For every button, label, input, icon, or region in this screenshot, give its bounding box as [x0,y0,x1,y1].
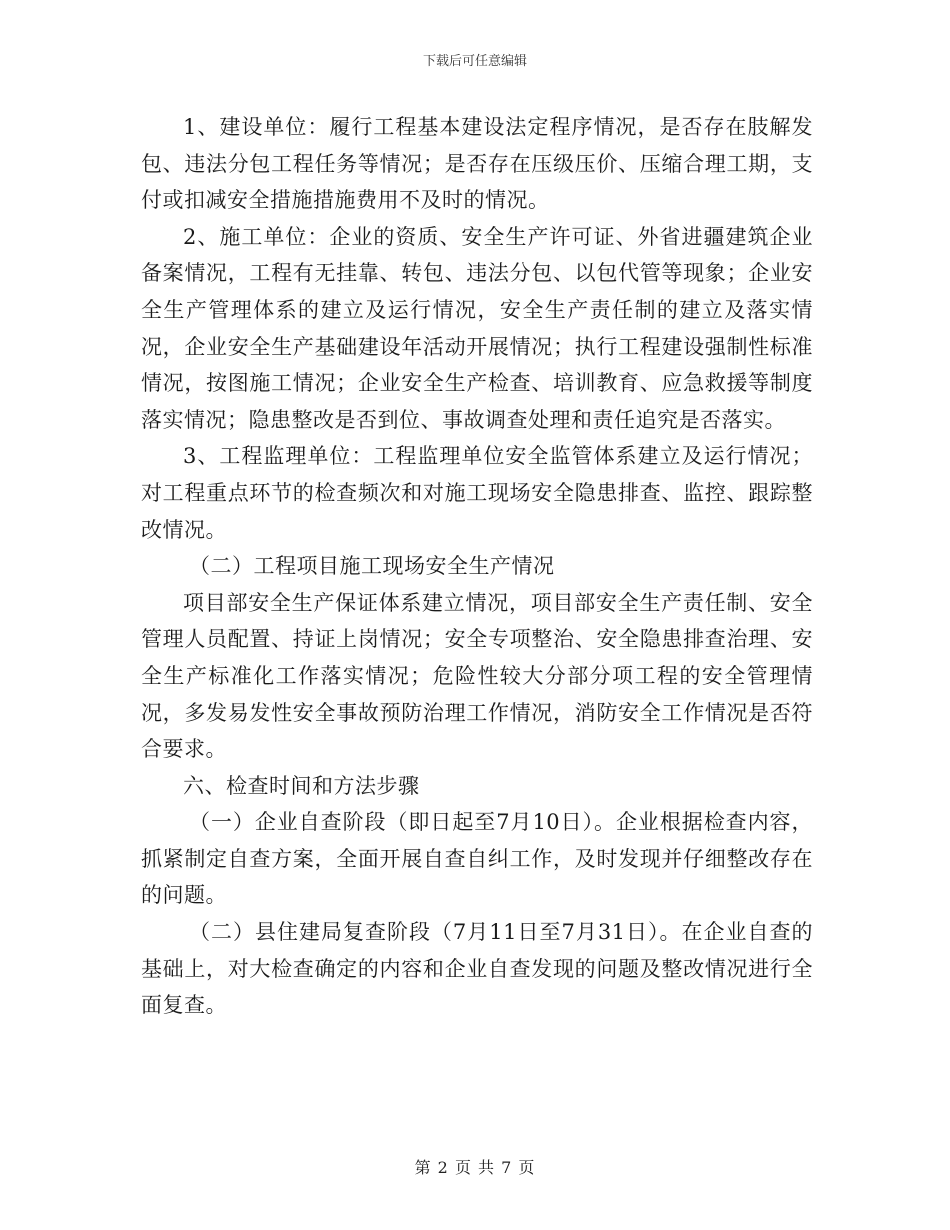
paragraph-supervision-unit: 3、工程监理单位：工程监理单位安全监管体系建立及运行情况；对工程重点环节的检查频次和对施工现场安全隐患排查、监控、跟踪整改情况。 [141,444,813,542]
paragraph-review-stage: （二）县住建局复查阶段（7月11日至7月31日）。在企业自查的基础上，对大检查确定的内容和企业自查发现的问题及整改情况进行全面复查。 [141,920,813,1018]
paragraph-site-safety: 项目部安全生产保证体系建立情况，项目部安全生产责任制、安全管理人员配置、持证上岗情况；安全专项整治、安全隐患排查治理、安全生产标准化工作落实情况；危险性较大分部分项工程的安全管理情况，多发易发性安全事故预防治理工作情况，消防安全工作情况是否符合要求。 [141,590,813,762]
section-heading-inspection-schedule: 六、检查时间和方法步骤 [183,773,420,798]
paragraph-self-inspection: （一）企业自查阶段（即日起至7月10日）。企业根据检查内容，抓紧制定自查方案，全面开展自查自纠工作，及时发现并仔细整改存在的问题。 [141,810,813,908]
page-header: 下载后可任意编辑 [422,54,527,69]
paragraph-construction-unit: 1、建设单位：履行工程基本建设法定程序情况，是否存在肢解发包、违法分包工程任务等情况；是否存在压级压价、压缩合理工期，支付或扣减安全措施措施费用不及时的情况。 [141,115,813,213]
document-body [141,109,813,1024]
page-number: 第 2 页 共 7 页 [414,1158,536,1177]
section-heading-site-safety: （二）工程项目施工现场安全生产情况 [189,554,555,579]
paragraph-contractor-unit: 2、施工单位：企业的资质、安全生产许可证、外省进疆建筑企业备案情况，工程有无挂靠、转包、违法分包、以包代管等现象；企业安全生产管理体系的建立及运行情况，安全生产责任制的建立及落实情况，企业安全生产基础建设年活动开展情况；执行工程建设强制性标准情况，按图施工情况；企业安全生产检查、培训教育、应急救援等制度落实情况；隐患整改是否到位、事故调查处理和责任追究是否落实。 [141,224,813,432]
